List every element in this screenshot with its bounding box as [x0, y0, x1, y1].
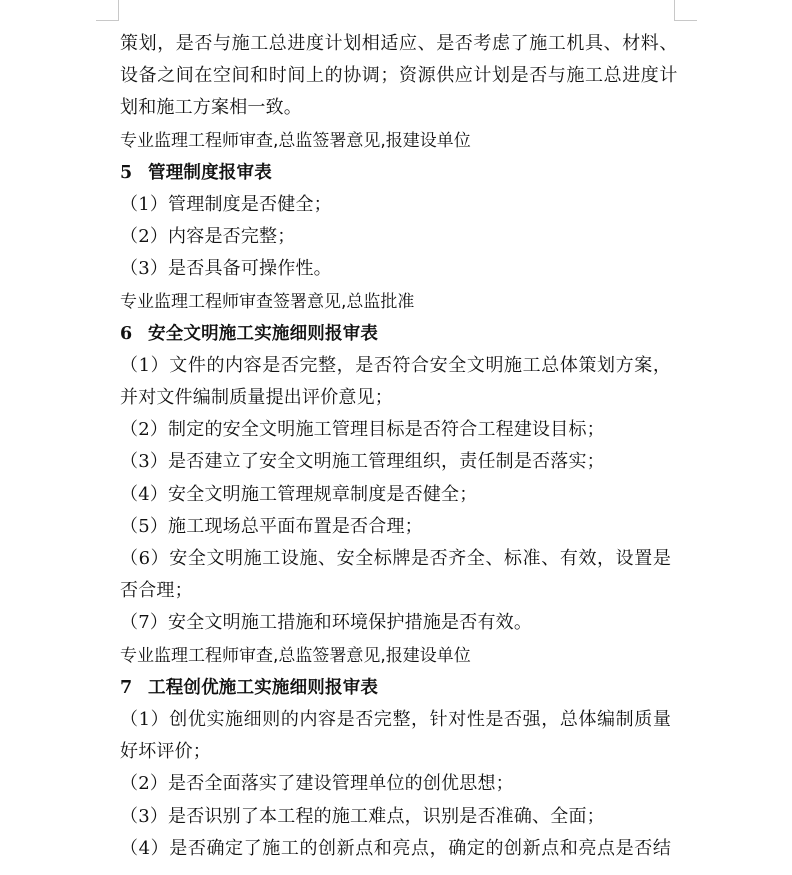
list-item-continuation: 并对文件编制质量提出评价意见； — [120, 387, 393, 409]
list-item: （2）制定的安全文明施工管理目标是否符合工程建设目标； — [120, 419, 605, 441]
review-note: 专业监理工程师审查,总监签署意见,报建设单位 — [120, 645, 471, 666]
section-number: 5 — [120, 162, 133, 183]
document-body — [120, 28, 680, 865]
list-item: （4）安全文明施工管理规章制度是否健全； — [120, 483, 478, 505]
section-title: 工程创优施工实施细则报审表 — [148, 677, 379, 698]
paragraph-line: 划和施工方案相一致。 — [120, 97, 302, 119]
review-note: 专业监理工程师审查,总监签署意见,报建设单位 — [120, 130, 471, 151]
crop-mark-top-right-horizontal — [674, 20, 697, 21]
list-item: （6）安全文明施工设施、安全标牌是否齐全、标准、有效，设置是 — [120, 548, 672, 569]
list-item-continuation: 否合理； — [120, 580, 193, 602]
list-item: （3）是否具备可操作性。 — [120, 258, 332, 280]
paragraph-line: 设备之间在空间和时间上的协调；资源供应计划是否与施工总进度计 — [120, 65, 678, 87]
crop-mark-top-left-vertical — [118, 0, 119, 20]
list-item: （5）施工现场总平面布置是否合理； — [120, 515, 423, 537]
section-heading-6 — [120, 318, 680, 350]
section-number: 6 — [120, 323, 133, 344]
list-item: （7）安全文明施工措施和环境保护措施是否有效。 — [120, 612, 533, 634]
list-item: （2）内容是否完整； — [120, 226, 296, 248]
list-item-continuation: 好坏评价； — [120, 741, 211, 763]
list-item: （3）是否建立了安全文明施工管理组织，责任制是否落实； — [120, 451, 605, 473]
list-item: （1）创优实施细则的内容是否完整，针对性是否强，总体编制质量 — [120, 708, 672, 730]
crop-mark-top-left-horizontal — [96, 20, 119, 21]
section-number: 7 — [120, 677, 133, 698]
list-item: （1）管理制度是否健全； — [120, 193, 332, 215]
list-item: （3）是否识别了本工程的施工难点，识别是否准确、全面； — [120, 805, 605, 827]
list-item: （1）文件的内容是否完整，是否符合安全文明施工总体策划方案， — [120, 354, 672, 376]
section-title: 安全文明施工实施细则报审表 — [148, 323, 379, 344]
section-heading-5 — [120, 157, 680, 189]
review-note: 专业监理工程师审查签署意见,总监批准 — [120, 291, 415, 312]
paragraph-line: 策划，是否与施工总进度计划相适应、是否考虑了施工机具、材料、 — [120, 33, 678, 54]
section-heading-7 — [120, 672, 680, 704]
list-item: （4）是否确定了施工的创新点和亮点，确定的创新点和亮点是否结 — [120, 837, 672, 859]
section-title: 管理制度报审表 — [148, 162, 272, 183]
crop-mark-top-right-vertical — [674, 0, 675, 20]
list-item: （2）是否全面落实了建设管理单位的创优思想； — [120, 773, 514, 795]
